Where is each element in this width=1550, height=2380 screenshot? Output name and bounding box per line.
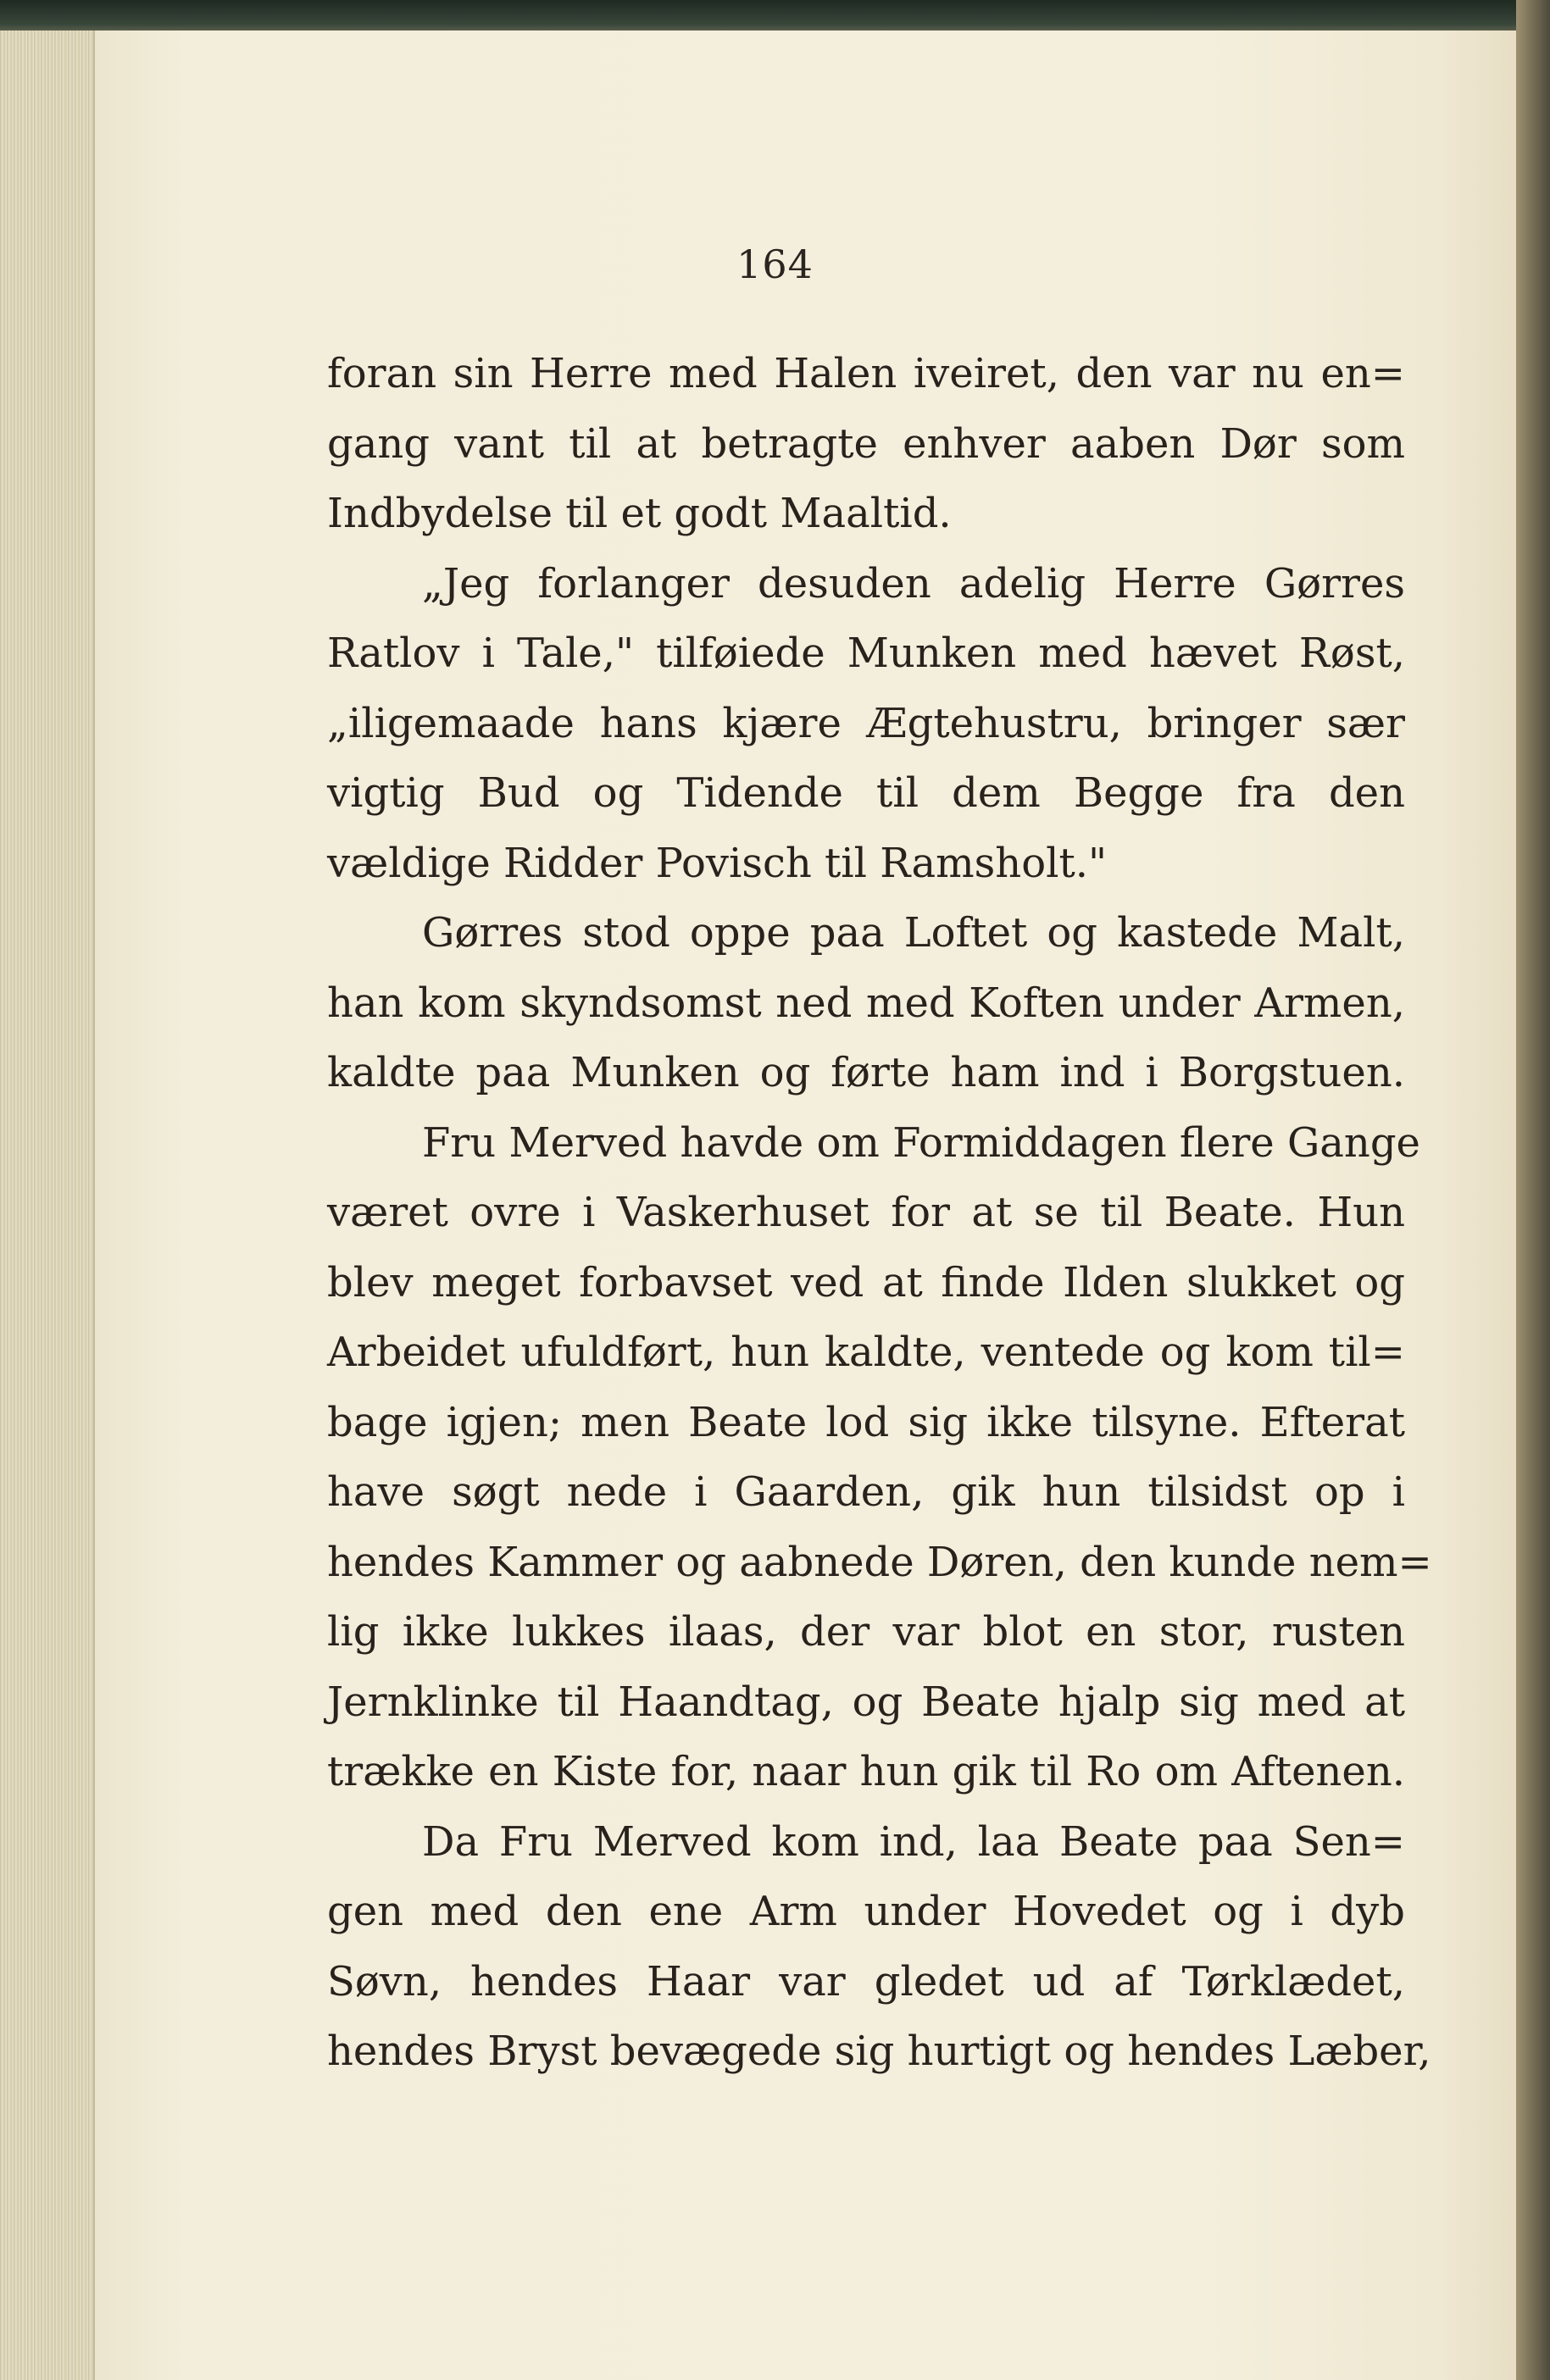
page-number: 164	[736, 241, 814, 287]
text-line: været ovre i Vaskerhuset for at se til Beate. Hun	[327, 1189, 1405, 1236]
text-line: vældige Ridder Povisch til Ramsholt."	[327, 839, 1108, 887]
text-line: Gørres stod oppe paa Loftet og kastede Malt,	[422, 909, 1405, 957]
text-line: kaldte paa Munken og førte ham ind i Borgstuen.	[327, 1049, 1405, 1096]
text-line: han kom skyndsomst ned med Koften under Armen,	[327, 979, 1405, 1027]
text-line: gen med den ene Arm under Hovedet og i dyb	[327, 1888, 1405, 1935]
text-line: bage igjen; men Beate lod sig ikke tilsyne. Efterat	[327, 1398, 1405, 1446]
body-text	[327, 339, 1432, 2087]
page-block-edges	[0, 31, 95, 2380]
text-line: hendes Bryst bevægede sig hurtigt og hendes Læber,	[327, 2028, 1431, 2075]
text-line: vigtig Bud og Tidende til dem Begge fra den	[327, 769, 1405, 817]
text-line: gang vant til at betragte enhver aaben Dør som	[327, 419, 1405, 468]
text-line: have søgt nede i Gaarden, gik hun tilsidst op i	[327, 1468, 1405, 1516]
text-line: Fru Merved havde om Formiddagen flere Gange	[422, 1118, 1420, 1167]
text-line: „iligemaade hans kjære Ægtehustru, bringer sær	[327, 699, 1405, 747]
text-line: hendes Kammer og aabnede Døren, den kunde nem=	[327, 1538, 1432, 1586]
text-line: Jernklinke til Haandtag, og Beate hjalp sig med at	[327, 1678, 1405, 1726]
text-line: Da Fru Merved kom ind, laa Beate paa Sen=	[422, 1817, 1405, 1866]
text-line: Søvn, hendes Haar var gledet ud af Tørklædet,	[327, 1957, 1405, 2006]
text-line: foran sin Herre med Halen iveiret, den var nu en=	[327, 350, 1405, 397]
text-line: Ratlov i Tale," tilføiede Munken med hævet Røst,	[327, 630, 1405, 677]
text-line: Indbydelse til et godt Maaltid.	[327, 490, 952, 537]
text-line: „Jeg forlanger desuden adelig Herre Gørres	[422, 559, 1405, 607]
text-line: trække en Kiste for, naar hun gik til Ro om Aftenen.	[327, 1748, 1405, 1795]
text-line: blev meget forbavset ved at finde Ilden slukket og	[327, 1258, 1405, 1307]
book-cover-right-edge	[1516, 0, 1550, 2380]
text-line: Arbeidet ufuldført, hun kaldte, ventede og kom til=	[327, 1329, 1405, 1376]
text-line: lig ikke lukkes ilaas, der var blot en stor, rusten	[327, 1608, 1405, 1656]
